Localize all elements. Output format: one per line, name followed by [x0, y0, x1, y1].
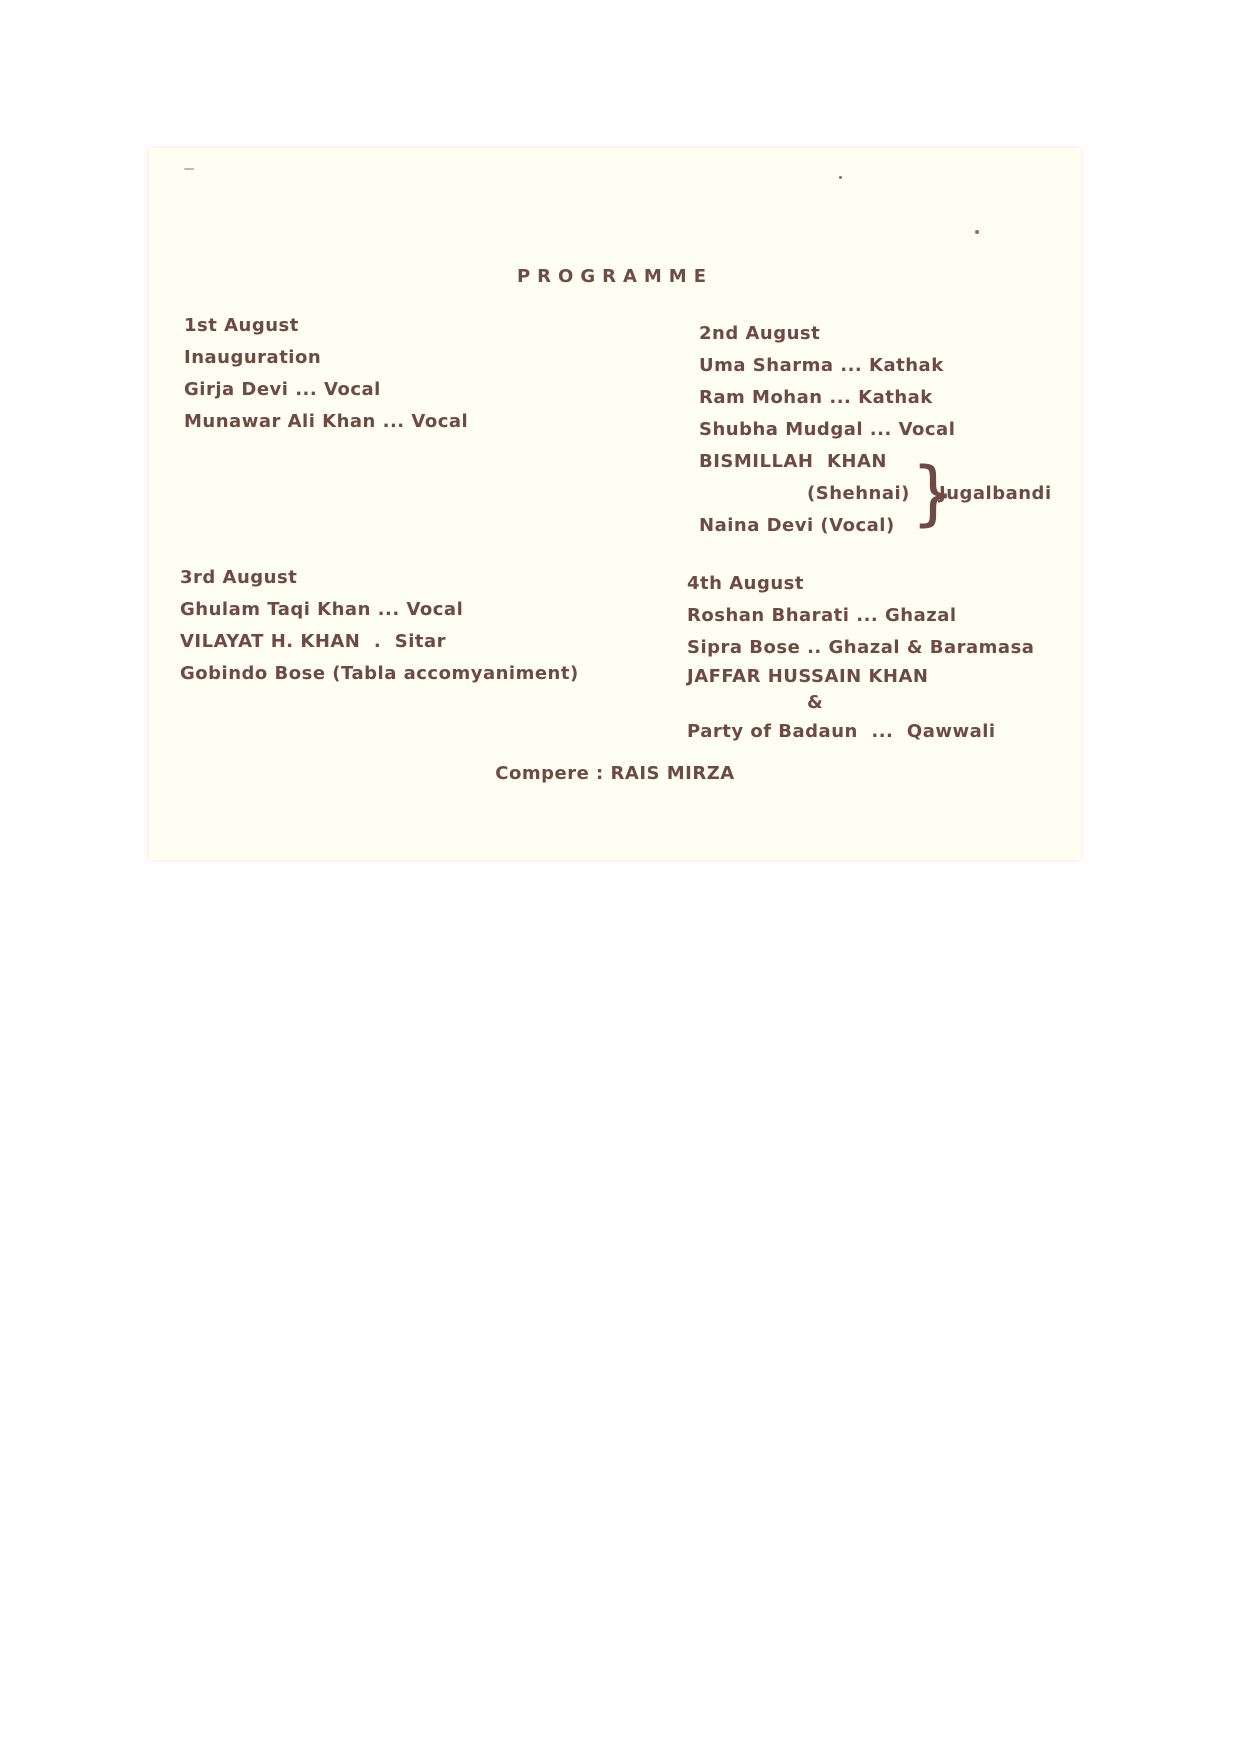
programme-item: Uma Sharma ... Kathak [699, 355, 944, 376]
paper-speck [975, 230, 979, 234]
programme-item: Shubha Mudgal ... Vocal [699, 419, 956, 440]
jugalbandi-instrument: (Shehnai) [807, 483, 910, 504]
programme-item: Ghulam Taqi Khan ... Vocal [180, 599, 464, 620]
programme-item: Inauguration [184, 347, 322, 368]
programme-item: Roshan Bharati ... Ghazal [687, 605, 957, 626]
day-date: 4th August [687, 573, 804, 594]
brace-glyph: } [911, 452, 957, 534]
day-4-section [687, 568, 1034, 748]
ampersand: & [807, 692, 824, 713]
compere-line: Compere : RAIS MIRZA [495, 763, 735, 784]
day-date: 1st August [184, 315, 299, 336]
programme-item: VILAYAT H. KHAN . Sitar [180, 631, 447, 652]
programme-item: Naina Devi (Vocal) [699, 515, 895, 536]
paper-mark [184, 168, 194, 170]
programme-title: PROGRAMME [516, 266, 714, 287]
programme-item: Sipra Bose .. Ghazal & Baramasa [687, 637, 1035, 658]
day-date: 3rd August [180, 567, 298, 588]
programme-item: Munawar Ali Khan ... Vocal [184, 411, 469, 432]
programme-card [149, 148, 1081, 860]
day-1-section [184, 310, 468, 438]
day-3-section [180, 562, 579, 690]
jugalbandi-label: Jugalbandi [939, 483, 1052, 504]
programme-item: Ram Mohan ... Kathak [699, 387, 933, 408]
day-date: 2nd August [699, 323, 821, 344]
programme-item: Girja Devi ... Vocal [184, 379, 381, 400]
day-2-section [699, 318, 1052, 542]
paper-speck [839, 176, 842, 179]
programme-item: JAFFAR HUSSAIN KHAN [687, 666, 929, 687]
programme-item: BISMILLAH KHAN [699, 451, 887, 472]
programme-item: Party of Badaun ... Qawwali [687, 721, 996, 742]
programme-item: Gobindo Bose (Tabla accomyaniment) [180, 663, 579, 684]
